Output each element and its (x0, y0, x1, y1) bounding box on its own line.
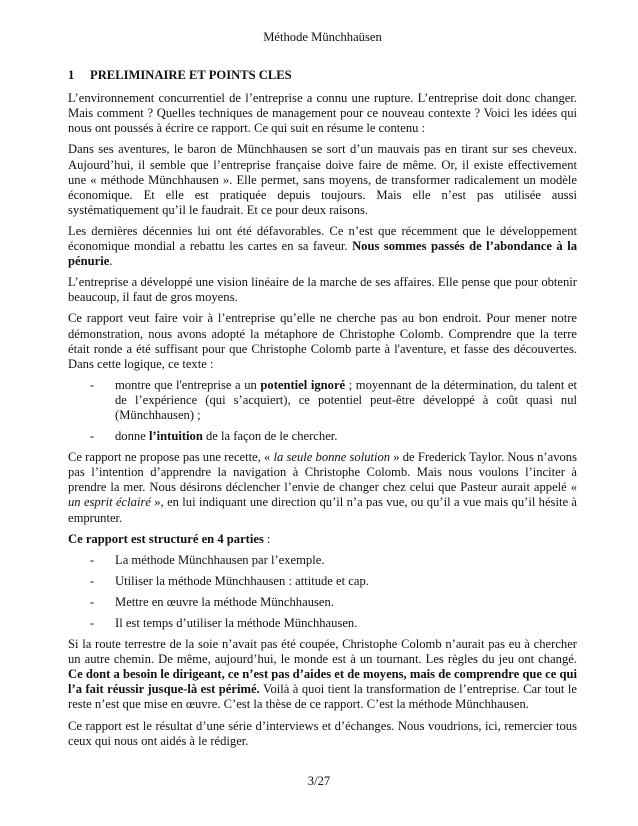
dash-marker: - (90, 429, 95, 444)
paragraph-intro: L’environnement concurrentiel de l’entreprise a connu une rupture. L’entreprise doit donc changer. Mais comment ? Quelles techniques de management pour ce nouveau contexte ? Voici les idées qui nous ont poussés à écrire ce rapport. Ce qui suit en résume le contenu : (68, 91, 577, 136)
bold-run: potentiel ignoré (260, 377, 346, 392)
text-run: Ce rapport ne propose pas une recette, « (68, 450, 274, 465)
dash-marker: - (90, 573, 95, 588)
text-run: donne (115, 429, 149, 444)
italic-run: la seule bonne solution (273, 450, 391, 465)
part-label: Mettre en œuvre la méthode Münchhausen. (115, 594, 334, 609)
section-title: PRELIMINAIRE ET POINTS CLES (90, 68, 292, 83)
paragraph-vision: L’entreprise a développé une vision linéaire de la marche de ses affaires. Elle pense que pour obtenir beaucoup, il faut de gros moyens. (68, 275, 577, 305)
running-header: Méthode Münchhaüsen (263, 30, 382, 44)
bullet-list-text (68, 378, 577, 444)
text-run: Voilà à quoi tient la transformation de l’entreprise. Car tout le reste n’est que mise en œuvre. C’est la thèse de ce rapport. C’est la méthode Münchhausen. (68, 682, 577, 712)
dash-marker: - (90, 377, 95, 392)
section-number: 1 (68, 68, 75, 83)
text-run: de la façon de le chercher. (202, 429, 338, 444)
text-run: Si la route terrestre de la soie n’avait pas été coupée, Christophe Colomb n’aurait pas eu à chercher un autre chemin. De même, aujourd’hui, le monde est à un tournant. Les règles du jeu ont changé. (68, 637, 577, 667)
bullet-list-parts (68, 553, 577, 631)
text-run: », en lui indiquant une direction qu’il n’a pas vue, ou qu’il a vue mais qu’il hésite à emprunter. (68, 495, 577, 525)
list-item (68, 378, 577, 423)
page-number: 3/27 (307, 774, 331, 788)
list-item (68, 595, 577, 610)
paragraph-baron: Dans ses aventures, le baron de Münchhausen se sort d’un mauvais pas en tirant sur ses cheveux. Aujourd’hui, il semble que l’entreprise française doive faire de même. Or, il existe effectivement une « méthode Münchhausen ». Elle permet, sans moyens, de transformer radicalement un modèle économique. Et elle est pratiquée depuis toujours. Mais elle n’est pas utilisée aussi systématiquement qu’il le faudrait. Et ce pour deux raisons. (68, 142, 577, 217)
paragraph-remerciements: Ce rapport est le résultat d’une série d’interviews et d’échanges. Nous voudrions, ici, remercier tous ceux qui nous ont aidés à le rédiger. (68, 718, 577, 748)
list-item (68, 429, 577, 444)
bold-run: Ce dont a besoin le dirigeant, ce n’est pas d’aides et de moyens, mais de comprendre que ce qui l’a fait réussir jusque-là est périmé. (68, 667, 577, 697)
text-run: ; moyennant de la détermination, du talent et de l’expérience (qui s’acquiert), ce potentiel peut-être développé à coût quasi nul (Münchhausen) ; (115, 377, 577, 422)
text-run: : (263, 531, 271, 546)
part-label: La méthode Münchhausen par l’exemple. (115, 552, 325, 567)
section-heading (68, 68, 577, 83)
list-item (68, 616, 577, 631)
dash-marker: - (90, 616, 95, 630)
bold-run: Nous sommes passés de l’abondance à la pénurie (68, 239, 578, 269)
text-run: » de Frederick Taylor. Nous n’avons pas l’intention d’apprendre la navigation à Christophe Colomb. Mais nous voulons l’inciter à prendre la mer. Nous désirons déclencher l’envie de changer chez celui que Pasteur aurait appelé « (68, 450, 577, 495)
bold-run: Ce rapport est structuré en 4 parties (68, 531, 264, 546)
part-label: Utiliser la méthode Münchhausen : attitude et cap. (115, 573, 369, 588)
italic-run: un esprit éclairé (68, 495, 151, 510)
paragraph-decennies (68, 224, 577, 269)
paragraph-structure (68, 532, 577, 547)
text-run: . (109, 254, 113, 269)
text-run: montre que l'entreprise a un (115, 377, 261, 392)
list-item (68, 574, 577, 589)
dash-marker: - (90, 552, 95, 567)
bold-run: l’intuition (148, 429, 203, 444)
text-run: Les dernières décennies lui ont été défavorables. Ce n’est que récemment que le développement économique mondial a rebattu les cartes en sa faveur. (68, 223, 577, 254)
part-label: Il est temps d’utiliser la méthode Münchhausen. (115, 616, 358, 630)
paragraph-colomb: Ce rapport veut faire voir à l’entreprise qu’elle ne cherche pas au bon endroit. Pour mener notre démonstration, nous avons adopté la métaphore de Christophe Colomb. Comprendre que la terre était ronde a été suffisant pour que Christophe Colomb parte à l'aventure, et fasse des découvertes. Dans cette logique, ce texte : (68, 311, 577, 371)
dash-marker: - (90, 594, 95, 609)
list-item (68, 553, 577, 568)
paragraph-recette (68, 450, 577, 525)
paragraph-soie (68, 637, 577, 712)
